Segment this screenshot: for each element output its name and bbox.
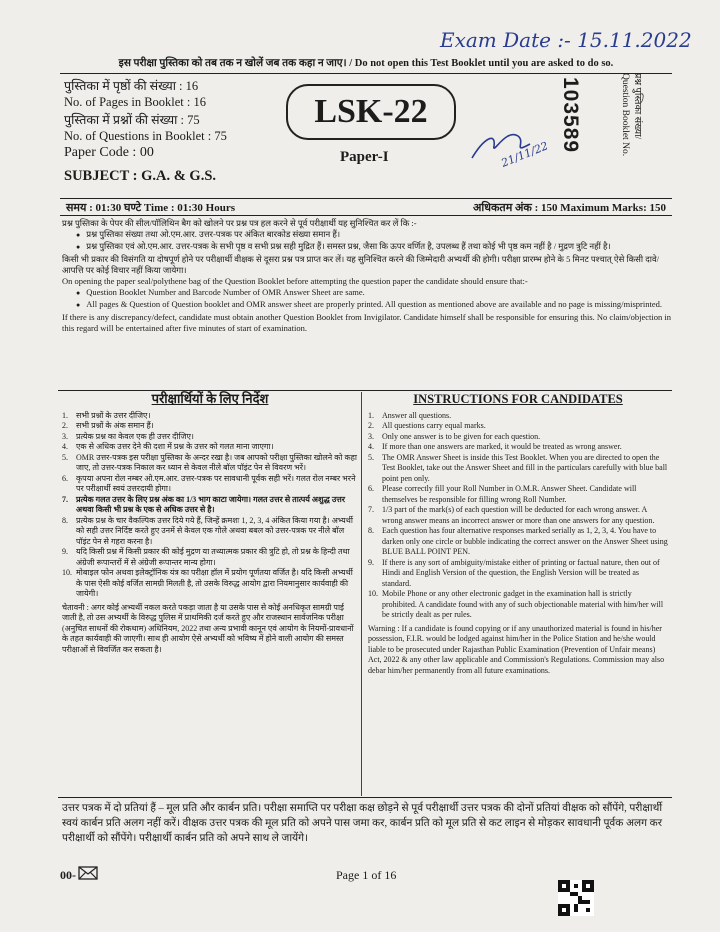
footer-code-text: 00- — [60, 867, 76, 882]
english-instructions — [368, 394, 668, 676]
english-item: 3. Only one answer is to be given for each question. — [368, 431, 541, 441]
page-number: Page 1 of 16 — [336, 868, 397, 882]
opening-hi-1: ● प्रश्न पुस्तिका संख्या तथा ओ.एम.आर. उत्तर-पत्रक पर अंकित बारकोड संख्या समान हैं। — [62, 229, 674, 241]
hindi-instructions — [62, 391, 358, 655]
paper-code-box — [286, 84, 456, 140]
pages-hi: पुस्तिका में पृष्ठों की संख्या : 16 — [64, 79, 199, 93]
hindi-item: 10. मोबाइल फोन अथवा इलेक्ट्रॉनिक यंत्र का परीक्षा हॉल में प्रयोग पूर्णतया वर्जित है। यदि किसी अभ्यर्थी के पास ऐसी कोई वर्जित सामग्री मिलती है, तो उसके विरुद्ध आयोग द्वारा नियमानुसार कार्यवाही की जायेगी। — [62, 568, 353, 598]
booklet-number: 103589 — [559, 77, 582, 154]
hindi-item: 1. सभी प्रश्नों के उत्तर दीजिए। — [62, 410, 151, 420]
english-item: 10. Mobile Phone or any other electronic gadget in the examination hall is strictly prohibited. A candidate found with any of such objectionable material with him/her will be strictly dealt as per rules. — [368, 589, 664, 619]
footer-code — [60, 866, 98, 884]
opening-en-3: If there is any discrepancy/defect, candidate must obtain another Question Booklet from Invigilator. Candidate himself shall be responsible for ensuring this. No claim/objection in this regard will be entertained after five minutes of start of examination. — [62, 311, 672, 333]
hindi-item: 4. एक से अधिक उत्तर देने की दशा में प्रश्न के उत्तर को गलत माना जाएगा। — [62, 442, 274, 451]
questions-hi: पुस्तिका में प्रश्नों की संख्या : 75 — [64, 113, 200, 127]
english-item: 6. Please correctly fill your Roll Number in O.M.R. Answer Sheet. Candidate will themselves be responsible for filling wrong Roll Number. — [368, 484, 637, 504]
english-item: 8. Each question has four alternative responses marked serially as 1, 2, 3, 4. You have to darken only one circle or bubble indicating the correct answer on the Answer Sheet using BLUE BALL POINT PEN. — [368, 526, 668, 556]
opening-hi-3: किसी भी प्रकार की विसंगति या दोषपूर्ण होने पर परीक्षार्थी वीक्षक से दूसरा प्रश्न पत्र प्राप्त कर लें। यह सुनिश्चित करने की जिम्मेदारी अभ्यर्थी की होगी। परीक्षा प्रारम्भ होने के 5 मिनट पश्चात् ऐसे किसी दावे/आपत्ति पर कोई विचार नहीं किया जायेगा। — [62, 253, 660, 275]
time-text: समय : 01:30 घण्टे Time : 01:30 Hours — [66, 202, 236, 214]
bottom-divider — [58, 797, 672, 798]
opening-hi-2: ● प्रश्न पुस्तिका एवं ओ.एम.आर. उत्तर-पत्रक के सभी पृष्ठ व सभी प्रश्न सही मुद्रित हैं। समस्त प्रश्न, जैसा कि ऊपर वर्णित है, उपलब्ध हैं तथा कोई भी पृष्ठ कम नहीं है / मुद्रण त्रुटि नहीं है। — [62, 241, 674, 253]
hindi-item: 9. यदि किसी प्रश्न में किसी प्रकार की कोई मुद्रण या तथ्यात्मक प्रकार की त्रुटि हो, तो प्रश्न के हिन्दी तथा अंग्रेजी रूपान्तरों में से अंग्रेजी रूपान्तर मान्य होगा। — [62, 547, 350, 567]
opening-en-0: On opening the paper seal/polythene bag of the Question Booklet before attempting the question paper the candidate should ensure that:- — [62, 276, 528, 287]
english-warning: Warning : If a candidate is found copying or if any unauthorized material is found in his/her possession, F.I.R. would be lodged against him/her in the Police Station and he/she would liable to be prosecuted under Rajasthan Public Examination (Prevention of Unfair means) Act, 2022 & any other law applicable and Commission's Regulations. Commission may also debar him/her permanently from all future examinations. — [368, 623, 665, 675]
english-item: 4. If more than one answers are marked, it would be treated as wrong answer. — [368, 442, 622, 451]
hindi-instructions-title: परीक्षार्थियों के लिए निर्देश — [151, 391, 269, 406]
envelope-icon — [78, 866, 98, 884]
qr-code — [558, 880, 594, 921]
bottom-note: उत्तर पत्रक में दो प्रतियां हैं – मूल प्रति और कार्बन प्रति। परीक्षा समाप्ति पर परीक्षा कक्ष छोड़ने से पूर्व परीक्षार्थी उत्तर पत्रक की दोनों प्रतियां वीक्षक को सौंपेंगे, परीक्षार्थी स्वयं कार्बन प्रति अलग नहीं करें। वीक्षक उत्तर पत्रक की मूल प्रति को अपने पास जमा कर, कार्बन प्रति को मूल प्रति से कट लाइन से मोड़कर सावधानी पूर्वक अलग कर परीक्षार्थी को सौंपेंगे। परीक्षार्थी कार्बन प्रति को अपने साथ ले जायेंगे। — [62, 803, 663, 844]
booklet-info — [64, 79, 284, 184]
opening-instructions — [62, 218, 674, 334]
booklet-number-label — [612, 73, 646, 190]
booklet-label-hi: प्रश्न पुस्तिका संख्या/ — [632, 73, 642, 140]
opening-en-1: ● Question Booklet Number and Barcode Number of OMR Answer Sheet are same. — [62, 287, 674, 299]
paper-label: Paper-I — [340, 149, 389, 165]
english-item: 2. All questions carry equal marks. — [368, 421, 486, 430]
hindi-warning: चेतावनी : अगर कोई अभ्यर्थी नकल करते पकड़ा जाता है या उसके पास से कोई अनधिकृत सामग्री पाई जाती है, तो उस अभ्यर्थी के विरुद्ध पुलिस में प्राथमिकी दर्ज करते हुए और राजस्थान सार्वजनिक परीक्षा (अनुचित साधनों की रोकथाम) अधिनियम, 2022 तथा अन्य प्रभावी कानून एवं आयोग के नियमों-प्रावधानों के तहत कार्यवाही की जाएगी। साथ ही आयोग ऐसे अभ्यर्थी को भविष्य में होने वाली आयोग की समस्त परीक्षाओं से विवर्जित कर सकता है। — [62, 602, 354, 654]
english-item: 9. If there is any sort of ambiguity/mistake either of printing or factual nature, then out of Hindi and English Version of the question, the English Version will be treated as standard. — [368, 557, 660, 588]
hindi-item: 3. प्रत्येक प्रश्न का केवल एक ही उत्तर दीजिए। — [62, 431, 194, 441]
subject: SUBJECT : G.A. & G.S. — [64, 167, 217, 184]
hindi-item: 6. कृपया अपना रोल नम्बर ओ.एम.आर. उत्तर-पत्रक पर सावधानी पूर्वक सही भरें। गलत रोल नम्बर भरने पर परीक्षार्थी स्वयं उत्तरदायी होगा। — [62, 473, 356, 493]
section-divider — [58, 390, 672, 391]
english-item: 5. The OMR Answer Sheet is inside this Test Booklet. When you are directed to open the Test Booklet, take out the Answer Sheet and fill in the particulars carefully with blue ball point pen only. — [368, 452, 668, 483]
pages-en: No. of Pages in Booklet : 16 — [64, 94, 207, 109]
english-instructions-list — [368, 411, 668, 621]
questions-en: No. of Questions in Booklet : 75 — [64, 128, 227, 143]
top-notice: इस परीक्षा पुस्तिका को तब तक न खोलें जब तक कहा न जाए। / Do not open this Test Booklet until you are asked to do so. — [60, 56, 672, 74]
hindi-item: 8. प्रत्येक प्रश्न के चार वैकल्पिक उत्तर दिये गये हैं, जिन्हें क्रमशः 1, 2, 3, 4 अंकित किया गया है। अभ्यर्थी को सही उत्तर निर्दिष्ट करते हुए उनमें से केवल एक गोले अथवा बबल को उत्तर-पत्रक पर नीले बॉल पॉइंट पेन से गहरा करना है। — [62, 515, 353, 546]
booklet-number-area — [555, 77, 585, 200]
opening-en-2: ● All pages & Question of Question booklet and OMR answer sheet are properly printed. All question as mentioned above are available and no page is missing/misprinted. — [62, 299, 674, 311]
paper-code: Paper Code : 00 — [64, 145, 154, 160]
time-row — [60, 198, 672, 216]
hindi-item: 7. प्रत्येक गलत उत्तर के लिए प्रश्न अंक का 1/3 भाग काटा जायेगा। गलत उत्तर से तात्पर्य अशुद्ध उत्तर अथवा किसी भी प्रश्न के एक से अधिक उत्तर से है। — [62, 494, 346, 514]
english-instructions-title: INSTRUCTIONS FOR CANDIDATES — [413, 392, 623, 406]
set-code: LSK-22 — [314, 93, 428, 130]
booklet-label-en: Question Booklet No. — [620, 73, 630, 157]
hindi-item: 5. OMR उत्तर-पत्रक इस परीक्षा पुस्तिका के अन्दर रखा है। जब आपको परीक्षा पुस्तिका खोलने को कहा जाए, तो उत्तर-पत्रक निकाल कर ध्यान से केवल नीले बॉल पॉइंट पेन से विवरण भरें। — [62, 452, 357, 472]
marks-text: अधिकतम अंक : 150 Maximum Marks: 150 — [472, 202, 666, 214]
column-divider — [361, 392, 362, 796]
hindi-instructions-list — [62, 411, 358, 600]
english-item: 7. 1/3 part of the mark(s) of each question will be deducted for each wrong answer. A wrong answer means an incorrect answer or more than one answers for any question. — [368, 505, 655, 525]
english-item: 1. Answer all questions. — [368, 410, 452, 420]
hindi-item: 2. सभी प्रश्नों के अंक समान हैं। — [62, 421, 154, 430]
opening-hi-0: प्रश्न पुस्तिका के पेपर की सील/पॉलिथिन बैग को खोलने पर प्रश्न पत्र हल करने से पूर्व परीक्षार्थी यह सुनिश्चित कर लें कि :- — [62, 218, 417, 228]
handwritten-exam-date: Exam Date :- 15.11.2022 — [440, 28, 692, 52]
handwritten-date: 21/11/22 — [499, 139, 551, 170]
